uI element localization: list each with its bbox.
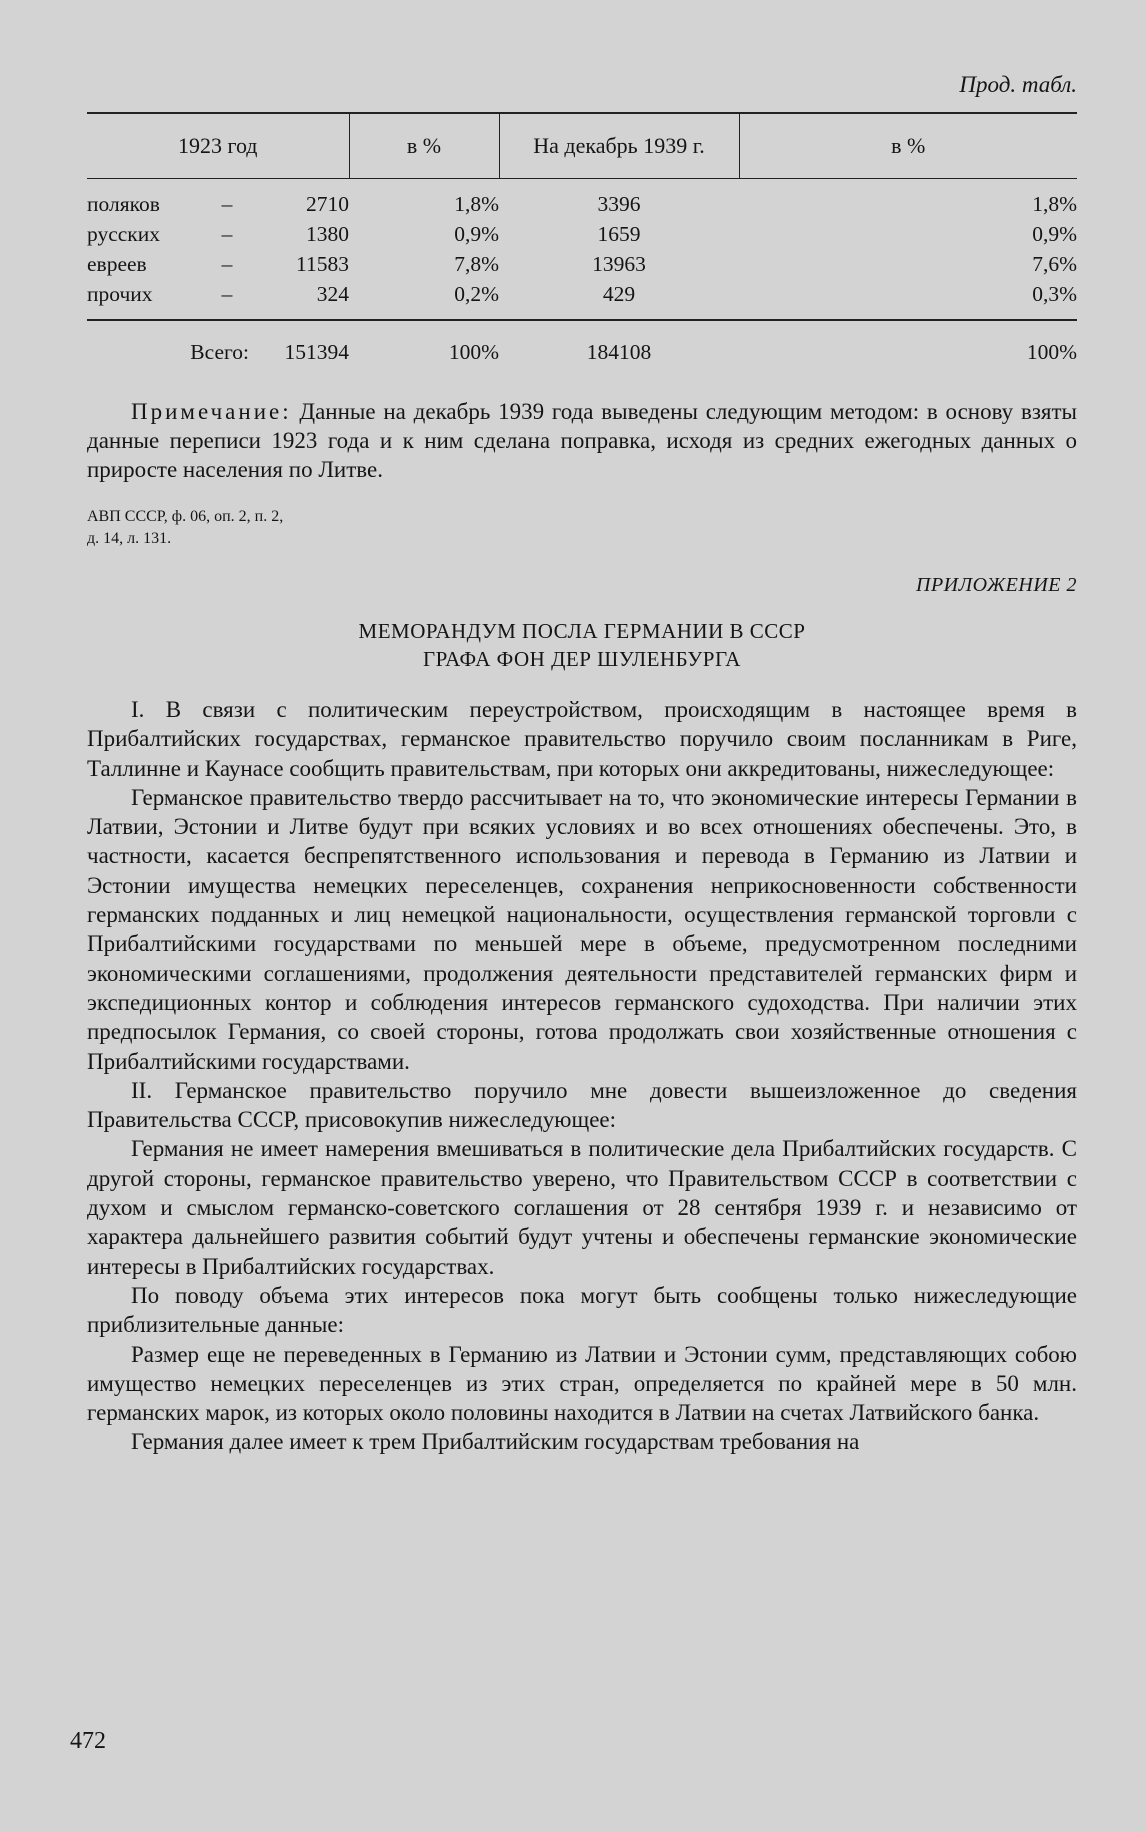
page-number: 472 xyxy=(70,1728,106,1754)
row-dash: – xyxy=(221,282,233,306)
row-name: прочих xyxy=(87,282,153,306)
appendix-label: ПРИЛОЖЕНИЕ 2 xyxy=(916,574,1077,596)
table-header-row xyxy=(87,114,1077,179)
row-dash: – xyxy=(221,192,233,216)
paragraph: Германия не имеет намерения вмешиваться в политические дела Прибалтийских государств. С другой стороны, германское правительство уверено, что Правительством СССР в соответствии с духом и смыслом германско-советского соглашения от 28 сентября 1939 г. и независимо от характера дальнейшего развития событий будут учтены и обеспечены германские экономические интересы в Прибалтийских государствах. xyxy=(87,1136,1077,1279)
total-pct-1939: 100% xyxy=(739,320,1077,367)
header-pct-1923: в % xyxy=(349,114,499,179)
table-row xyxy=(87,249,1077,279)
table-continuation-label: Прод. табл. xyxy=(959,72,1077,97)
note-text: Данные на декабрь 1939 года выведены следующим методом: в основу взяты данные переписи 1923 года и к ним сделана поправка, исходя из средних ежегодных данных о приросте населения по Литве. xyxy=(87,399,1078,482)
row-pct-1923: 0,2% xyxy=(454,282,499,306)
paragraph: Размер еще не переведенных в Германию из Латвии и Эстонии сумм, представляющих собою имущество немецких переселенцев из этих стран, определяется по крайней мере в 50 млн. германских марок, из которых около половины находится в Латвии на счетах Латвийского банка. xyxy=(87,1341,1077,1426)
header-1923: 1923 год xyxy=(87,114,349,179)
page-content xyxy=(87,72,1077,1457)
total-pct-1923: 100% xyxy=(349,320,499,367)
row-count-1923: 11583 xyxy=(296,252,349,276)
table-note xyxy=(87,397,1077,484)
table-total-row xyxy=(87,320,1077,367)
row-count-1923: 1380 xyxy=(306,222,349,246)
table-row xyxy=(87,179,1077,220)
total-label: Всего: xyxy=(87,320,249,367)
row-dash: – xyxy=(221,222,233,246)
row-pct-1939: 0,3% xyxy=(1032,282,1077,306)
row-pct-1923: 0,9% xyxy=(454,222,499,246)
note-label: Примечание: xyxy=(131,399,292,424)
row-pct-1923: 7,8% xyxy=(454,252,499,276)
row-count-1939: 13963 xyxy=(592,252,646,276)
row-pct-1939: 0,9% xyxy=(1032,222,1077,246)
nationality-table xyxy=(87,114,1077,367)
row-dash: – xyxy=(221,252,233,276)
row-count-1939: 3396 xyxy=(597,192,641,216)
paragraph: По поводу объема этих интересов пока могут быть сообщены только нижеследующие приблизительные данные: xyxy=(87,1282,1077,1338)
archive-line-1: АВП СССР, ф. 06, оп. 2, п. 2, xyxy=(87,508,284,525)
archive-reference xyxy=(87,506,317,550)
header-1939: На декабрь 1939 г. xyxy=(499,114,739,179)
row-pct-1923: 1,8% xyxy=(454,192,499,216)
header-pct-1939: в % xyxy=(739,114,1077,179)
row-name: евреев xyxy=(87,252,147,276)
row-pct-1939: 7,6% xyxy=(1032,252,1077,276)
total-count-1923: 151394 xyxy=(249,320,349,367)
row-name: поляков xyxy=(87,192,160,216)
paragraph: I. В связи с политическим переустройством, происходящим в настоящее время в Прибалтийских государствах, германское правительство поручило своим посланникам в Риге, Таллинне и Каунасе сообщить правительствам, при которых они аккредитованы, нижеследующее: xyxy=(87,697,1077,781)
paragraph: Германское правительство твердо рассчитывает на то, что экономические интересы Германии в Латвии, Эстонии и Литве будут при всяких условиях и во всех отношениях обеспечены. Это, в частности, касается беспрепятственного использования и перевода в Германию из Латвии и Эстонии имущества немецких переселенцев, сохранения неприкосновенности собственности германских подданных и лиц немецкой национальности, осуществления германской торговли с Прибалтийскими государствами по меньшей мере в объеме, предусмотренном последними экономическими соглашениями, продолжения деятельности представителей германских фирм и экспедиционных контор и соблюдения интересов германского судоходства. При наличии этих предпосылок Германия, со своей стороны, готова продолжать свои хозяйственные отношения с Прибалтийскими государствами. xyxy=(87,784,1077,1074)
row-count-1939: 1659 xyxy=(597,222,641,246)
row-count-1939: 429 xyxy=(602,282,636,306)
row-name: русских xyxy=(87,222,161,246)
row-count-1923: 2710 xyxy=(306,192,349,216)
archive-line-2: д. 14, л. 131. xyxy=(87,530,172,547)
paragraph: II. Германское правительство поручило мне довести вышеизложенное до сведения Правительства СССР, присовокупив нижеследующее: xyxy=(87,1077,1077,1133)
table-row xyxy=(87,219,1077,249)
document-title-line-1: МЕМОРАНДУМ ПОСЛА ГЕРМАНИИ В СССР xyxy=(358,619,806,643)
total-count-1939: 184108 xyxy=(499,320,739,367)
paragraph: Германия далее имеет к трем Прибалтийским государствам требования на xyxy=(131,1429,860,1455)
row-pct-1939: 1,8% xyxy=(1032,192,1077,216)
row-count-1923: 324 xyxy=(316,282,349,306)
table-row xyxy=(87,279,1077,320)
document-title-line-2: ГРАФА ФОН ДЕР ШУЛЕНБУРГА xyxy=(423,647,741,671)
document-title xyxy=(87,617,1077,673)
